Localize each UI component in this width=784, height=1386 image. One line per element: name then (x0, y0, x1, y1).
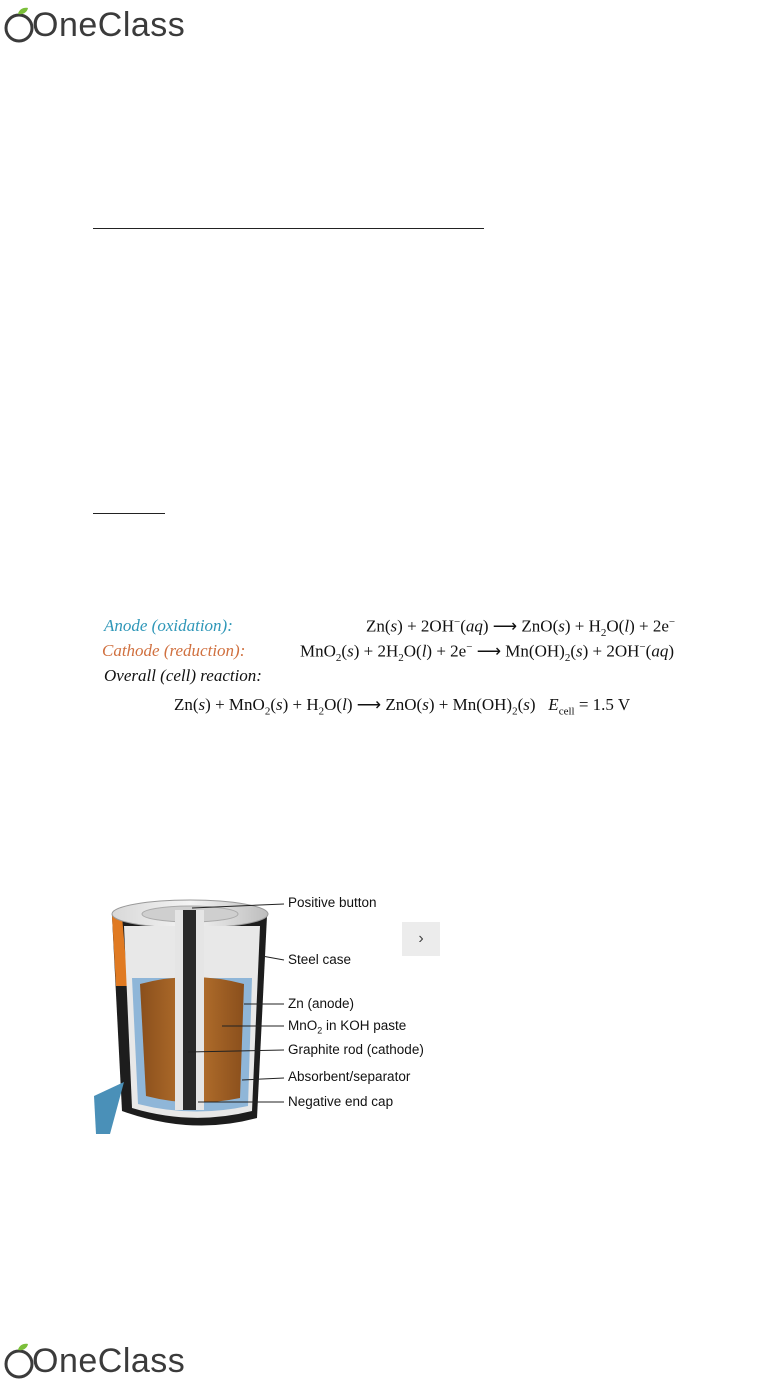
overall-row (104, 666, 262, 686)
anode-label: Anode (oxidation): (104, 616, 233, 635)
alkaline-battery-diagram (92, 886, 442, 1146)
label-steel-case: Steel case (288, 952, 352, 967)
subheading-underline (93, 513, 165, 514)
brand-name: OneClass (32, 1342, 186, 1380)
label-zn-anode: Zn (anode) (288, 996, 355, 1011)
label-positive-button: Positive button (288, 895, 377, 910)
overall-label: Overall (cell) reaction: (104, 666, 262, 685)
label-separator: Absorbent/separator (288, 1069, 411, 1084)
brand-logo-top (0, 2, 186, 48)
cathode-label: Cathode (reduction): (102, 641, 246, 660)
next-button[interactable] (402, 922, 440, 956)
brand-logo-bottom (0, 1338, 186, 1384)
label-graphite-rod: Graphite rod (cathode) (288, 1042, 424, 1057)
brand-name: OneClass (32, 6, 186, 44)
heading-underline (93, 228, 484, 229)
cathode-row (102, 641, 245, 661)
label-mno2-paste: MnO$_2$ in KOH paste (288, 1018, 407, 1036)
cathode-equation: $MnO_2(s) + 2H_2O(l) + 2e^-$ ⟶ $Mn(OH)_2(s) + 2OH^-(aq)$ (300, 641, 674, 665)
apple-icon (0, 5, 36, 45)
anode-row (104, 616, 233, 636)
label-negative-cap: Negative end cap (288, 1094, 394, 1109)
anode-equation: Zn(s) + 2OH−(aq) ⟶ $ZnO(s) + H_2O(l) + 2e^-$ (366, 616, 676, 640)
chevron-right-icon: › (418, 930, 424, 947)
overall-equation: $Zn(s) + MnO_2(s) + H_2O(l)$ ⟶ $ZnO(s) + Mn(OH)_2(s) E_{cell} = 1.5$ V (174, 695, 631, 718)
apple-icon (0, 1341, 36, 1381)
